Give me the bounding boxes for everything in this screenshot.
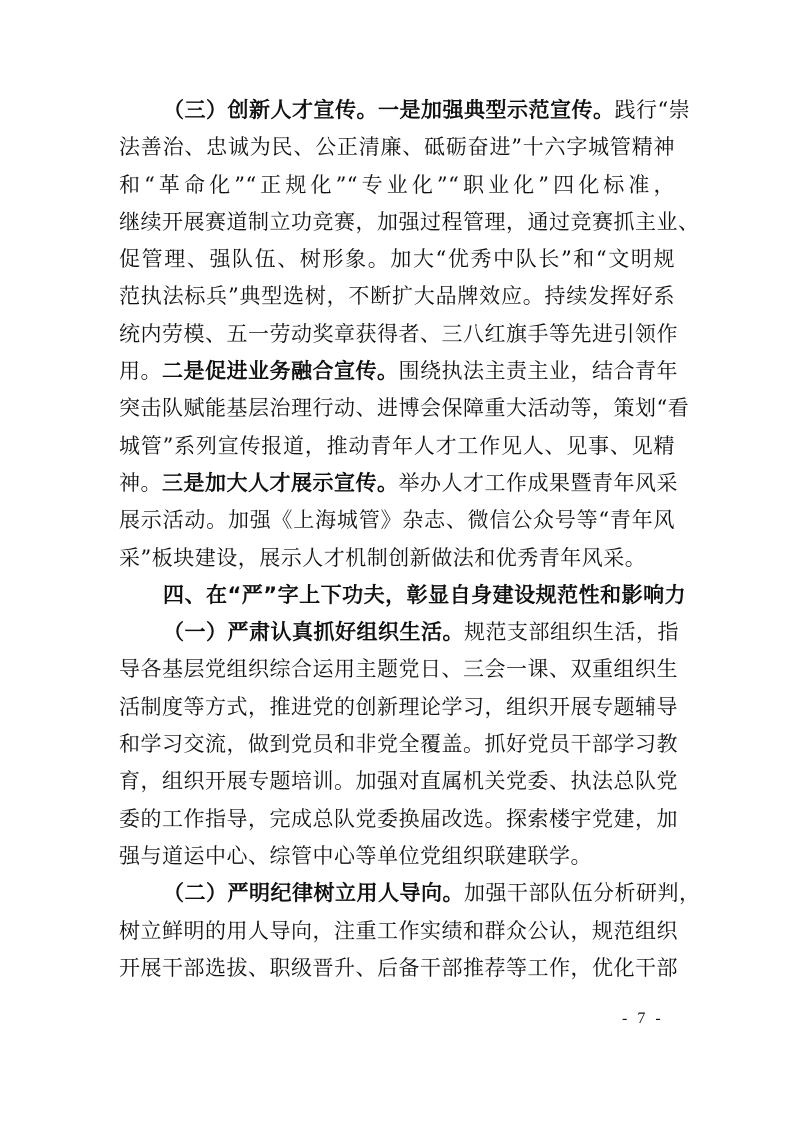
paragraph-line: 树立鲜明的用人导向，注重工作实绩和群众公认，规范组织 <box>119 918 678 943</box>
bold-lead: （二）严明纪律树立用人导向。 <box>163 881 464 906</box>
paragraph-line: 开展干部选拔、职级晋升、后备干部推荐等工作，优化干部 <box>119 955 678 980</box>
paragraph-line: 范执法标兵”典型选树，不断扩大品牌效应。持续发挥好系 <box>119 284 675 309</box>
paragraph-line: 神。三是加大人才展示宣传。举办人才工作成果暨青年风采 <box>119 470 678 495</box>
paragraph-line: 强与道运中心、综管中心等单位党组织联建联学。 <box>119 843 592 868</box>
paragraph-line: 城管”系列宣传报道，推动青年人才工作见人、见事、见精 <box>119 433 675 458</box>
paragraph-line: 采”板块建设，展示人才机制创新做法和优秀青年风采。 <box>119 545 647 570</box>
section-heading: 四、在“严”字上下功夫，彰显自身建设规范性和影响力 <box>163 582 687 607</box>
paragraph-line: 和“革命化”“正规化”“专业化”“职业化”四化标准， <box>119 172 675 197</box>
paragraph-line: 导各基层党组织综合运用主题党日、三会一课、双重组织生 <box>119 657 678 682</box>
paragraph-line: 促管理、强队伍、树形象。加大“优秀中队长”和“文明规 <box>119 247 675 272</box>
paragraph-line: （一）严肃认真抓好组织生活。规范支部组织生活，指 <box>163 620 679 645</box>
paragraph-line: 育，组织开展专题培训。加强对直属机关党委、执法总队党 <box>119 769 678 794</box>
paragraph-line: （三）创新人才宣传。一是加强典型示范宣传。践行“崇 <box>163 98 691 122</box>
paragraph-line: 继续开展赛道制立功竞赛，加强过程管理，通过竞赛抓主业、 <box>119 209 700 234</box>
paragraph-line: 展示活动。加强《上海城管》杂志、微信公众号等“青年风 <box>119 508 675 533</box>
paragraph-line: （二）严明纪律树立用人导向。加强干部队伍分析研判， <box>163 881 701 906</box>
page-number: - 7 - <box>622 1010 664 1027</box>
bold-lead: 二是促进业务融合宣传。 <box>162 359 399 384</box>
paragraph-line: 和学习交流，做到党员和非党全覆盖。抓好党员干部学习教 <box>119 732 678 757</box>
paragraph-line: 突击队赋能基层治理行动、进博会保障重大活动等，策划“看 <box>119 396 690 421</box>
paragraph-line: 统内劳模、五一劳动奖章获得者、三八红旗手等先进引领作 <box>119 321 678 346</box>
document-page <box>119 92 701 987</box>
bold-lead: （一）严肃认真抓好组织生活。 <box>163 620 464 645</box>
paragraph-line: 用。二是促进业务融合宣传。围绕执法主责主业，结合青年 <box>119 359 678 384</box>
bold-lead: （三）创新人才宣传。一是加强典型示范宣传。 <box>163 98 615 122</box>
paragraph-line: 活制度等方式，推进党的创新理论学习，组织开展专题辅导 <box>119 694 678 719</box>
paragraph-line: 法善治、忠诚为民、公正清廉、砥砺奋进”十六字城管精神 <box>119 135 675 160</box>
bold-lead: 三是加大人才展示宣传。 <box>162 470 399 495</box>
paragraph-line: 委的工作指导，完成总队党委换届改选。探索楼宇党建，加 <box>119 806 678 831</box>
